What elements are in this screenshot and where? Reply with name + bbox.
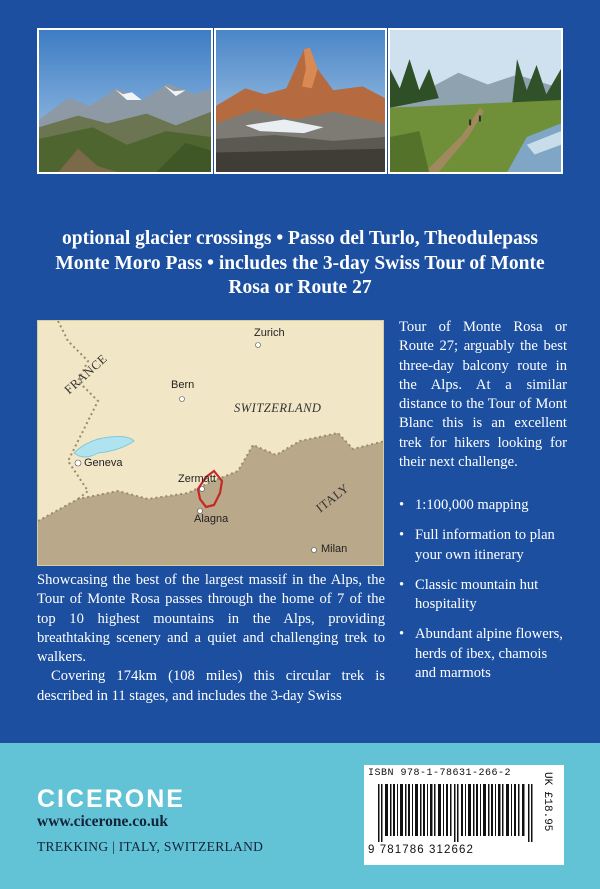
valley-photo (37, 28, 213, 174)
map-place-zermatt: Zermatt (178, 473, 216, 485)
publisher-url[interactable]: www.cicerone.co.uk (37, 813, 169, 830)
feature-list (399, 496, 569, 694)
map-place-bern: Bern (171, 379, 195, 391)
tagline-line: optional glacier crossings • Passo del Turlo, Theodulepass (61, 228, 538, 249)
tagline-line: Rosa or Route 27 (228, 277, 372, 298)
tagline (30, 227, 570, 301)
map-place-milan: Milan (321, 543, 348, 555)
hiking-trail-photo-icon (390, 30, 561, 172)
logo-text: CICERONE (37, 785, 185, 811)
feature-item: • Classic mountain hut hospitality (399, 576, 569, 615)
feature-item: • Full information to plan your own itinerary (399, 526, 569, 565)
description-paragraph: Covering 174km (108 miles) this circular trek is described in 11 stages, and includes the 3-day Swiss (37, 668, 385, 704)
route-map (37, 320, 384, 566)
map-country-switzerland: SWITZERLAND (234, 401, 322, 415)
price-label: UK £18.95 (541, 772, 553, 832)
cicerone-logo (37, 785, 207, 811)
map-country-france: FRANCE (61, 351, 110, 397)
tagline-line: Monte Moro Pass • includes the 3-day Swiss Tour of Monte (55, 252, 545, 274)
hiking-trail-photo (388, 28, 563, 174)
book-category: TREKKING | ITALY, SWITZERLAND (37, 839, 264, 854)
valley-photo-icon (39, 30, 211, 172)
map-place-alagna: Alagna (194, 513, 229, 525)
matterhorn-photo-icon (216, 30, 385, 172)
map-place-zurich: Zurich (254, 327, 285, 339)
map-place-geneva: Geneva (84, 457, 123, 469)
feature-item: • Abundant alpine flowers, herds of ibex, chamois and marmots (399, 625, 569, 683)
feature-item: • 1:100,000 mapping (399, 496, 569, 515)
barcode-icon (378, 784, 538, 842)
matterhorn-photo (214, 28, 387, 174)
barcode-digits: 9 781786 312662 (368, 844, 475, 856)
description-paragraph: Showcasing the best of the largest massif in the Alps, the Tour of Monte Rosa passes through the home of 7 of the top 10 highest mountains in the Alps, providing breathtaking scenery and a quiet and challenging trek to walkers. (37, 572, 385, 666)
map-country-italy: ITALY (313, 480, 352, 516)
isbn-text: ISBN 978-1-78631-266-2 (368, 768, 512, 779)
description (37, 571, 385, 706)
intro-text: Tour of Monte Rosa or Route 27; arguably the best three-day balcony route in the Alps. At a similar distance to the Tour of Mont Blanc this is an excellent trek for hikers looking for their next challenge. (399, 319, 567, 471)
map-graphic (38, 321, 384, 566)
